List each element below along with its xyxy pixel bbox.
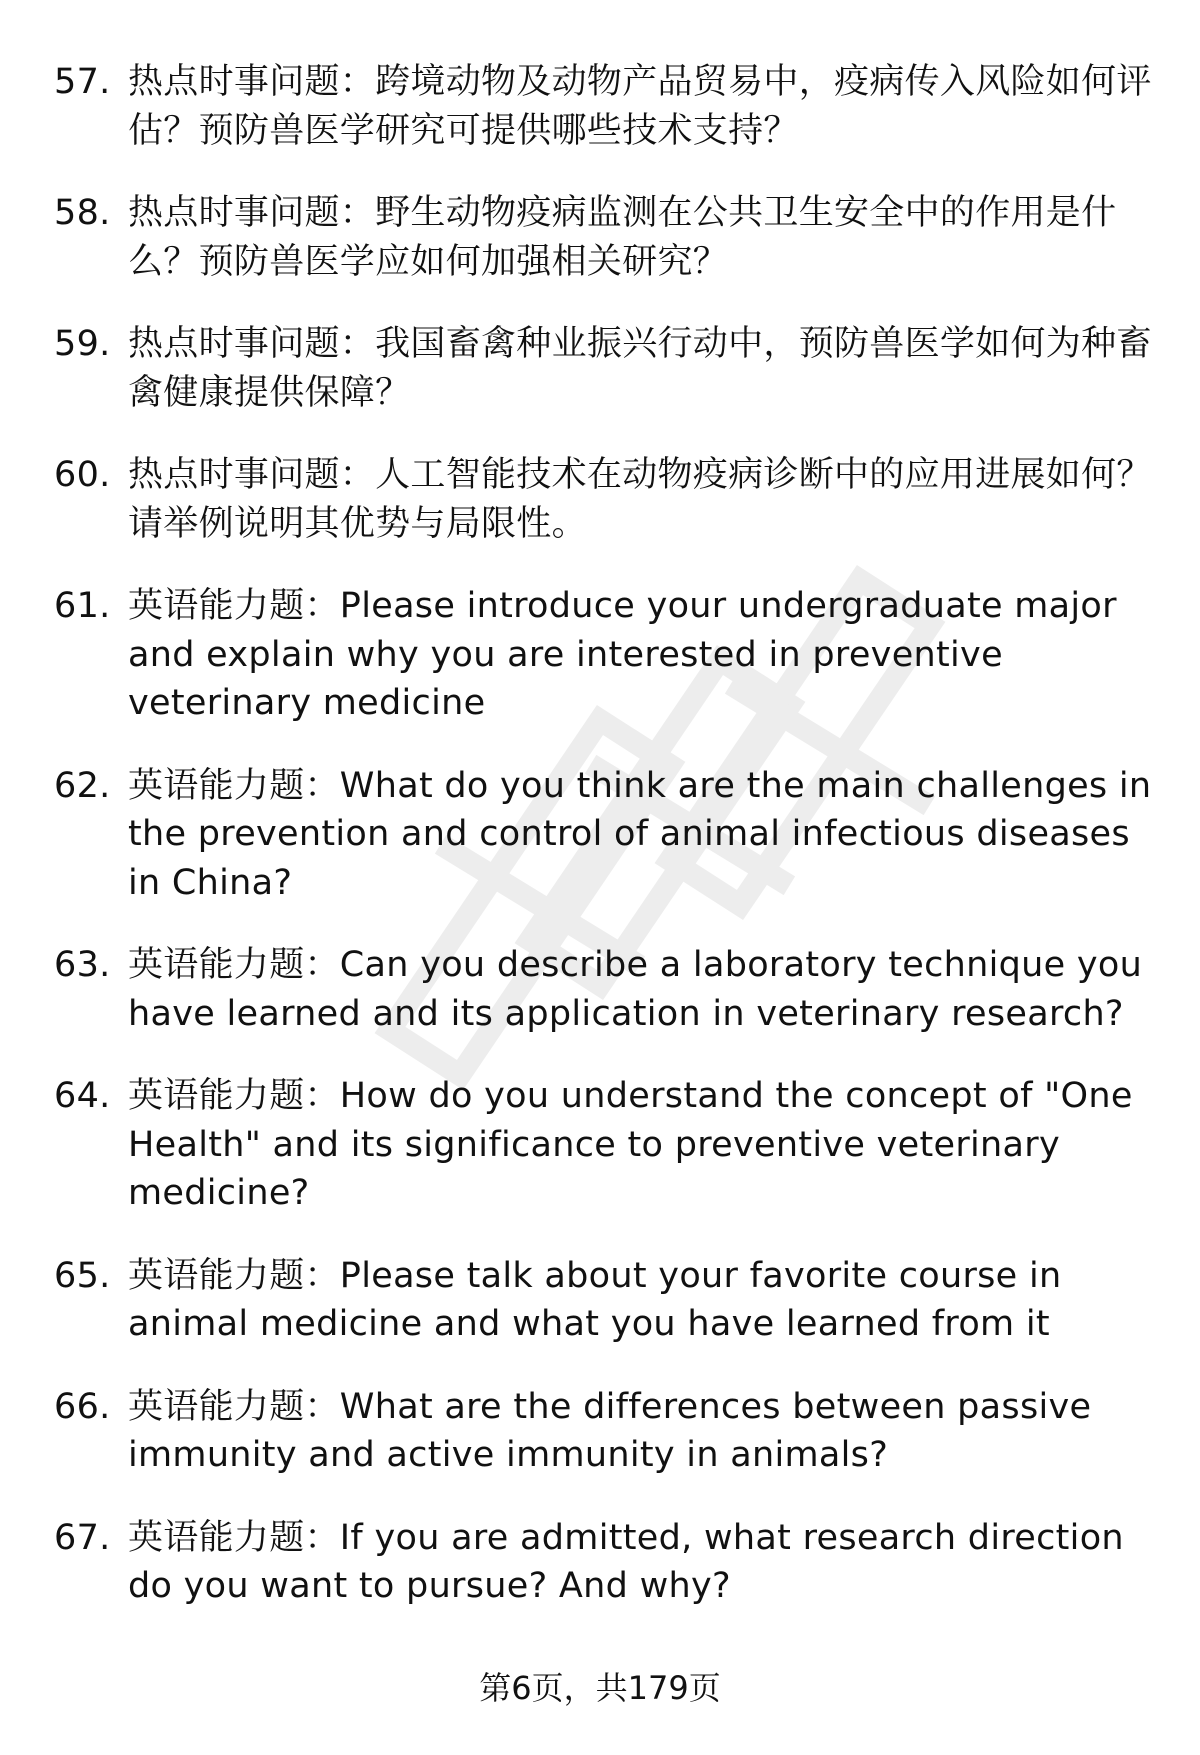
question-text: 英语能力题：If you are admitted, what research direction do you want to pursue? And why? <box>128 1517 1124 1606</box>
question-text: 英语能力题：Please introduce your undergraduate major and explain why you are interested in preventive veterinary medicine <box>128 586 1117 723</box>
question-text: 英语能力题：Please talk about your favorite course in animal medicine and what you have learned from it <box>128 1255 1062 1344</box>
question-number: 57. <box>54 62 111 102</box>
question-text: 热点时事问题：野生动物疫病监测在公共卫生安全中的作用是什么？预防兽医学应如何加强相关研究？ <box>128 193 1117 282</box>
question-item <box>0 1514 1200 1611</box>
question-item <box>0 189 1200 286</box>
question-number: 63. <box>54 945 111 985</box>
question-item <box>0 1072 1200 1218</box>
question-text: 热点时事问题：人工智能技术在动物疫病诊断中的应用进展如何？请举例说明其优势与局限性。 <box>128 455 1152 544</box>
question-text: 热点时事问题：跨境动物及动物产品贸易中，疫病传入风险如何评估？预防兽医学研究可提供哪些技术支持？ <box>128 62 1152 151</box>
question-number: 61. <box>54 586 111 626</box>
question-number: 65. <box>54 1255 111 1296</box>
question-number: 67. <box>54 1517 111 1558</box>
question-text: 英语能力题：Can you describe a laboratory technique you have learned and its application in veterinary research? <box>128 945 1143 1034</box>
question-item <box>0 1252 1200 1349</box>
page-number-footer: 第6页，共179页 <box>479 1669 721 1707</box>
question-text: 英语能力题：What are the differences between passive immunity and active immunity in animals? <box>128 1386 1092 1475</box>
question-list <box>0 58 1200 1645</box>
question-number: 66. <box>54 1386 111 1427</box>
question-number: 64. <box>54 1076 111 1116</box>
question-item <box>0 320 1200 417</box>
question-number: 58. <box>54 193 111 233</box>
question-item <box>0 58 1200 155</box>
question-item <box>0 582 1200 728</box>
question-item <box>0 451 1200 548</box>
question-number: 59. <box>54 324 111 364</box>
question-number: 60. <box>54 455 111 495</box>
question-number: 62. <box>54 765 111 806</box>
question-text: 热点时事问题：我国畜禽种业振兴行动中，预防兽医学如何为种畜禽健康提供保障？ <box>128 324 1152 413</box>
question-text: 英语能力题：What do you think are the main challenges in the prevention and control of animal infectious diseases in China? <box>128 765 1152 903</box>
question-item <box>0 941 1200 1038</box>
question-item <box>0 1383 1200 1480</box>
question-item <box>0 762 1200 908</box>
question-text: 英语能力题：How do you understand the concept of "One Health" and its significance to preventive veterinary medicine? <box>128 1076 1133 1213</box>
